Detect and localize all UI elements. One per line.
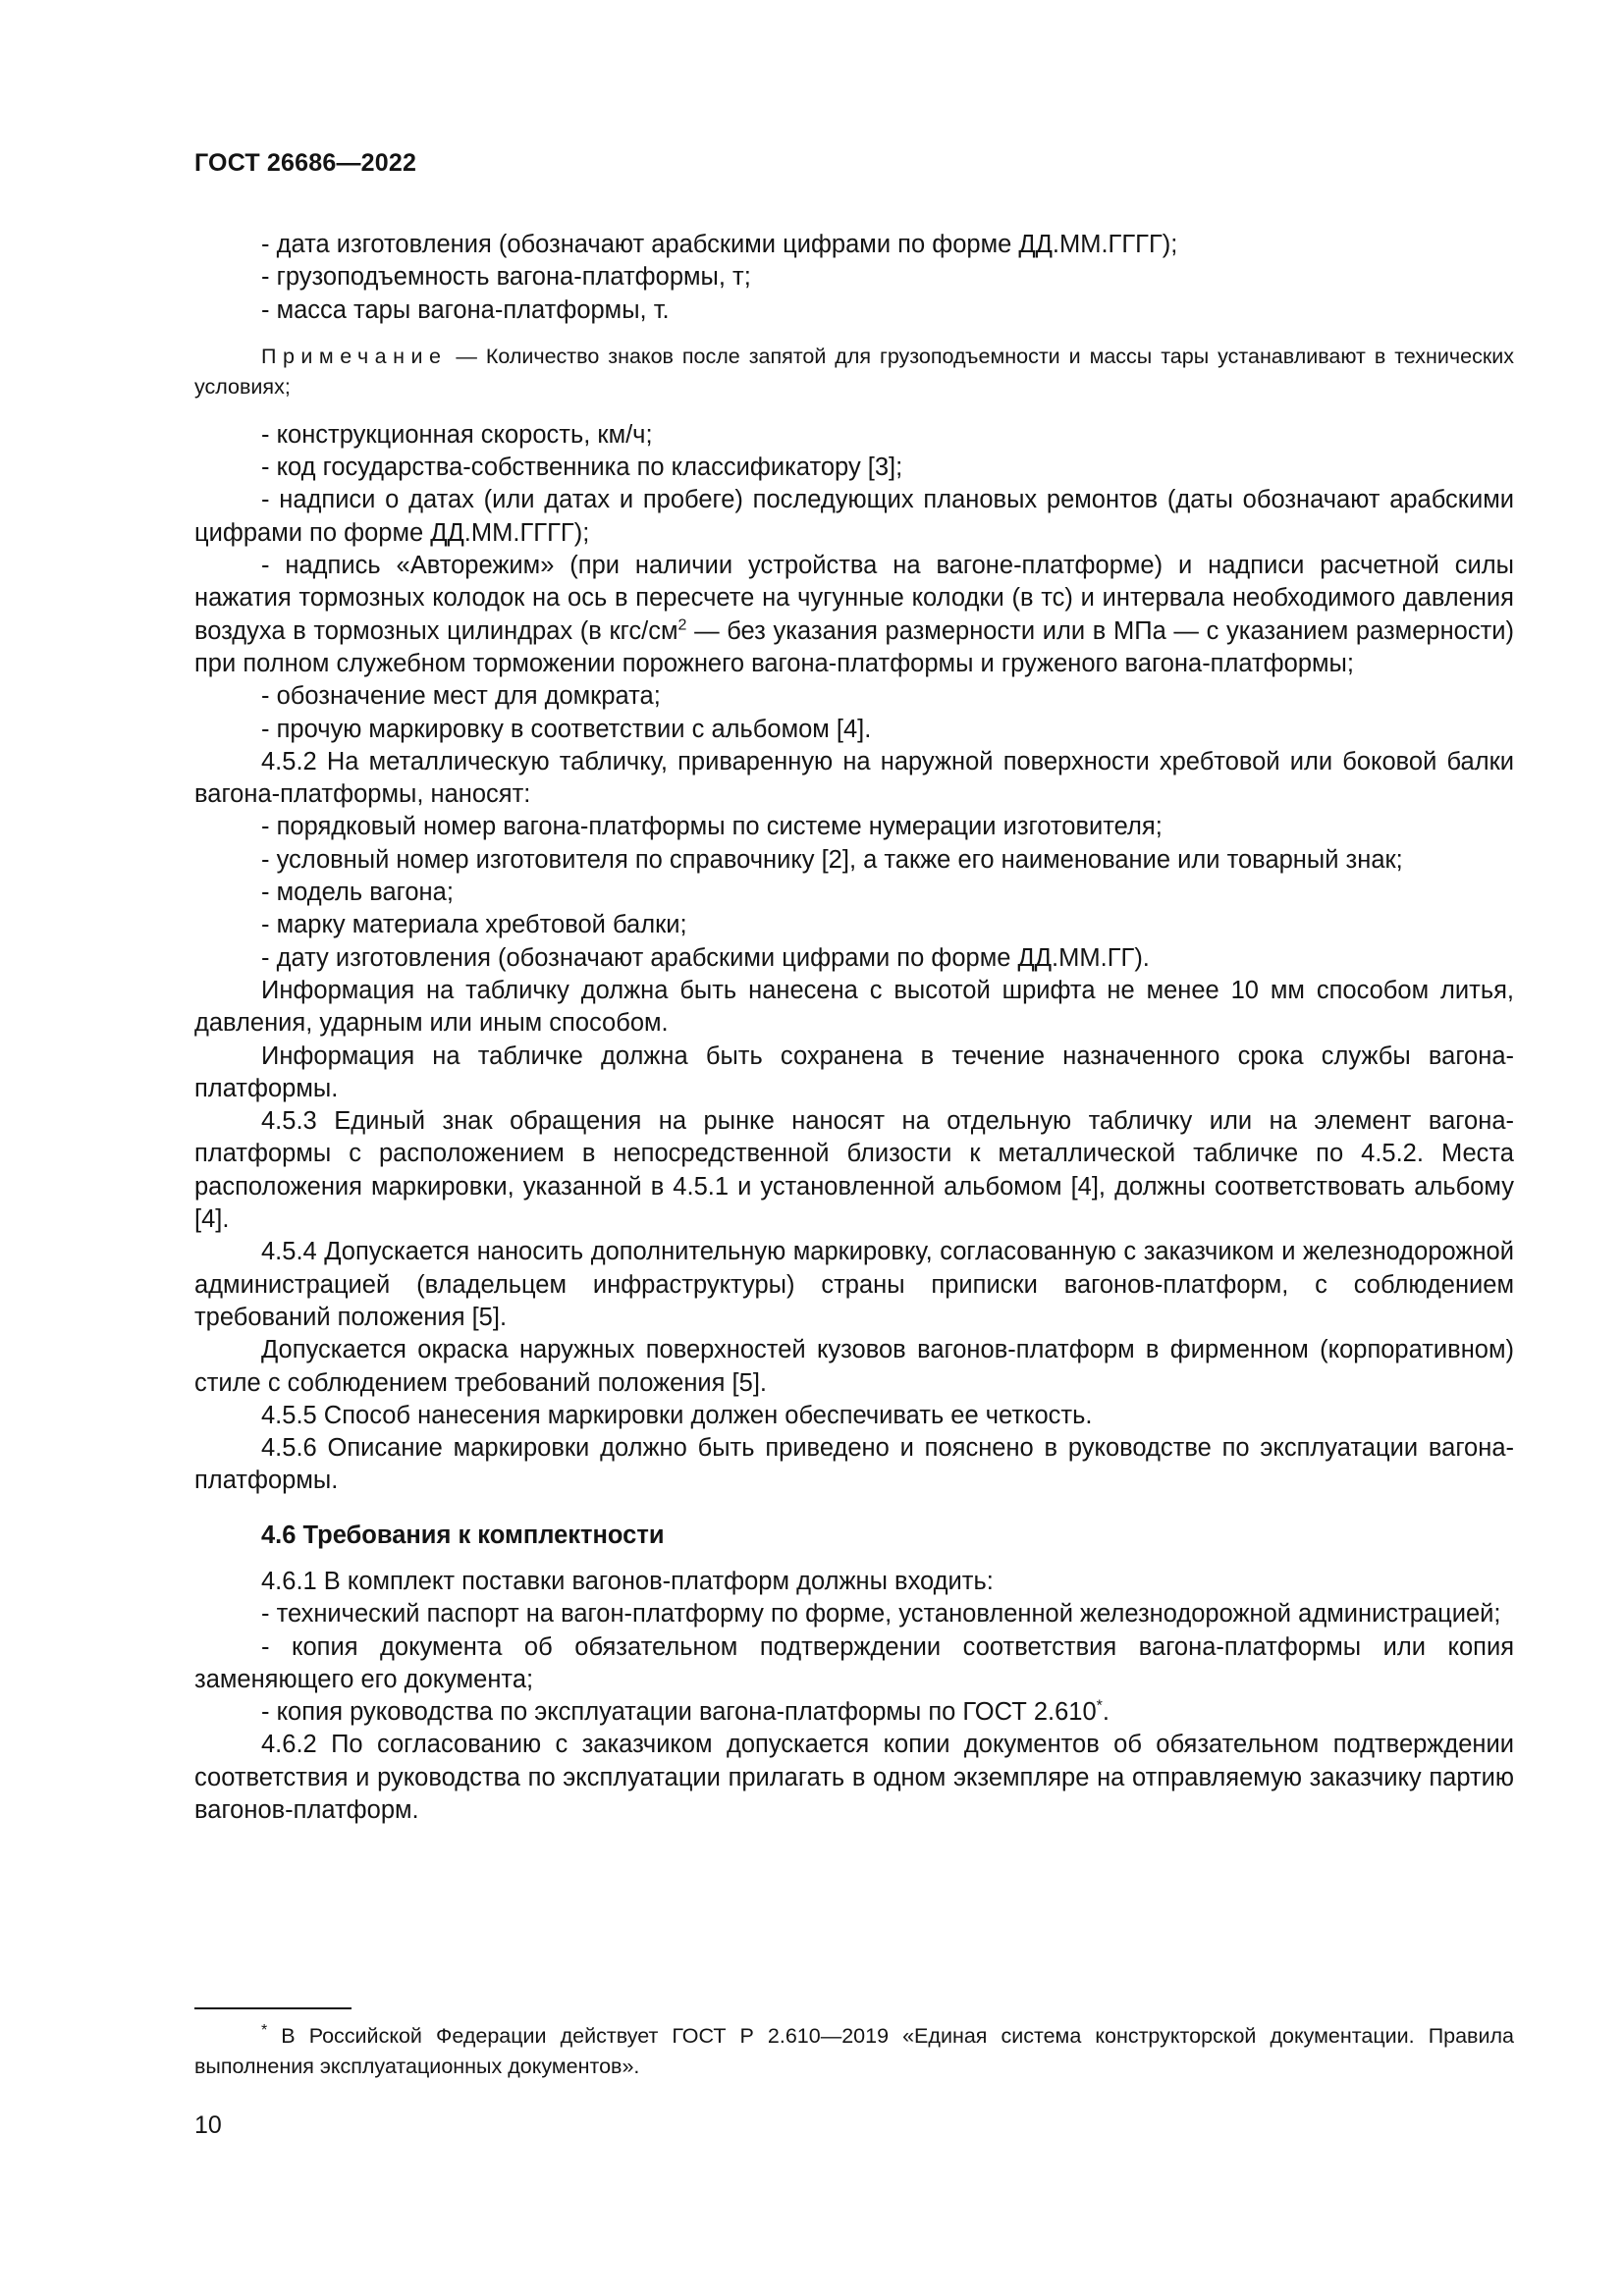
list-item: - условный номер изготовителя по справочнику [2], а также его наименование или товарный знак; <box>261 845 1403 874</box>
list-item: - модель вагона; <box>261 879 454 907</box>
list-item: - обозначение мест для домкрата; <box>261 682 661 711</box>
section-heading-4-6: 4.6 Требования к комплектности <box>261 1521 665 1549</box>
paragraph: Допускается окраска наружных поверхностей кузовов вагонов-платформ в фирменном (корпоративном) стиле с соблюдением требований положения [5]. <box>194 1336 1514 1397</box>
text-segment: - надпись «Авторежим» (при наличии устройства на вагоне-платформе) и надписи расчетной силы нажатия тормозных колодок на ось в пересчете на чугунные колодки (в тс) и интервала необходимого давления воздуха в тормозных цилиндрах (в кгс/см <box>194 552 1514 645</box>
document-body <box>194 229 1514 1827</box>
footnote-divider <box>194 2007 352 2009</box>
list-item: - надписи о датах (или датах и пробеге) последующих плановых ремонтов (даты обозначают арабскими цифрами по форме ДД.ММ.ГГГГ); <box>194 486 1514 547</box>
paragraph: Информация на табличке должна быть сохранена в течение назначенного срока службы вагона-платформы. <box>194 1041 1514 1102</box>
clause-4-5-2: 4.5.2 На металлическую табличку, приваренную на наружной поверхности хребтовой или боковой балки вагона-платформы, наносят: <box>194 747 1514 809</box>
list-item <box>194 550 1514 680</box>
footnote <box>194 2021 1514 2082</box>
text-segment: - копия руководства по эксплуатации вагона-платформы по ГОСТ 2.610 <box>261 1698 1097 1727</box>
note-paragraph <box>194 342 1514 402</box>
list-item: - копия документа об обязательном подтверждении соответствия вагона-платформы или копия заменяющего его документа; <box>194 1632 1514 1693</box>
clause-4-5-3: 4.5.3 Единый знак обращения на рынке наносят на отдельную табличку или на элемент вагона-платформы с расположением в непосредственной близости к металлической табличке по 4.5.2. Места расположения маркировки, указанной в 4.5.1 и установленной альбомом [4], должны соответствовать альбому [4]. <box>194 1107 1514 1234</box>
list-item: - порядковый номер вагона-платформы по системе нумерации изготовителя; <box>261 813 1163 841</box>
list-item: - марку материала хребтовой балки; <box>261 911 687 939</box>
clause-4-6-1: 4.6.1 В комплект поставки вагонов-платформ должны входить: <box>261 1567 994 1595</box>
list-item: - прочую маркировку в соответствии с альбомом [4]. <box>261 715 872 743</box>
list-item: - технический паспорт на вагон-платформу по форме, установленной железнодорожной администрацией; <box>261 1600 1501 1629</box>
list-item: - дату изготовления (обозначают арабскими цифрами по форме ДД.ММ.ГГ). <box>261 943 1150 972</box>
text-segment: . <box>1102 1698 1110 1727</box>
clause-4-5-4: 4.5.4 Допускается наносить дополнительную маркировку, согласованную с заказчиком и железнодорожной администрацией (владельцем инфраструктуры) страны приписки вагонов-платформ, с соблюдением требований положения [5]. <box>194 1238 1514 1331</box>
clause-4-5-6: 4.5.6 Описание маркировки должно быть приведено и пояснено в руководстве по эксплуатации вагона-платформы. <box>194 1434 1514 1495</box>
clause-4-5-5: 4.5.5 Способ нанесения маркировки должен обеспечивать ее четкость. <box>261 1401 1093 1429</box>
clause-4-6-2: 4.6.2 По согласованию с заказчиком допускается копии документов об обязательном подтверждении соответствия и руководства по эксплуатации прилагать в одном экземпляре на отправляемую заказчику партию вагонов-платформ. <box>194 1731 1514 1825</box>
footnote-text <box>194 2021 1514 2082</box>
paragraph: Информация на табличку должна быть нанесена с высотой шрифта не менее 10 мм способом литья, давления, ударным или иным способом. <box>194 976 1514 1038</box>
list-item: - масса тары вагона-платформы, т. <box>261 295 670 324</box>
list-item: - конструкционная скорость, км/ч; <box>261 420 653 449</box>
footnote-mark: * <box>261 2021 268 2039</box>
footnote-reference[interactable]: * <box>1096 1697 1103 1715</box>
list-item: - грузоподъемность вагона-платформы, т; <box>261 263 751 292</box>
note-label: Примечание <box>261 344 448 368</box>
document-code-header: ГОСТ 26686—2022 <box>194 149 417 177</box>
list-item <box>194 1696 1514 1729</box>
list-item: - код государства-собственника по классификатору [3]; <box>261 454 903 482</box>
page-number: 10 <box>194 2111 222 2139</box>
superscript: 2 <box>677 616 687 634</box>
footnote-body: В Российской Федерации действует ГОСТ Р 2.610—2019 «Единая система конструкторской документации. Правила выполнения эксплуатационных документов». <box>194 2024 1514 2078</box>
text-segment: — без указания размерности или в МПа — с указанием размерности) при полном служебном торможении порожнего вагона-платформы и груженого вагона-платформы; <box>194 616 1514 677</box>
note-text: — Количество знаков после запятой для грузоподъемности и массы тары устанавливают в технических условиях; <box>194 344 1514 399</box>
list-item: - дата изготовления (обозначают арабскими цифрами по форме ДД.ММ.ГГГГ); <box>261 231 1178 258</box>
